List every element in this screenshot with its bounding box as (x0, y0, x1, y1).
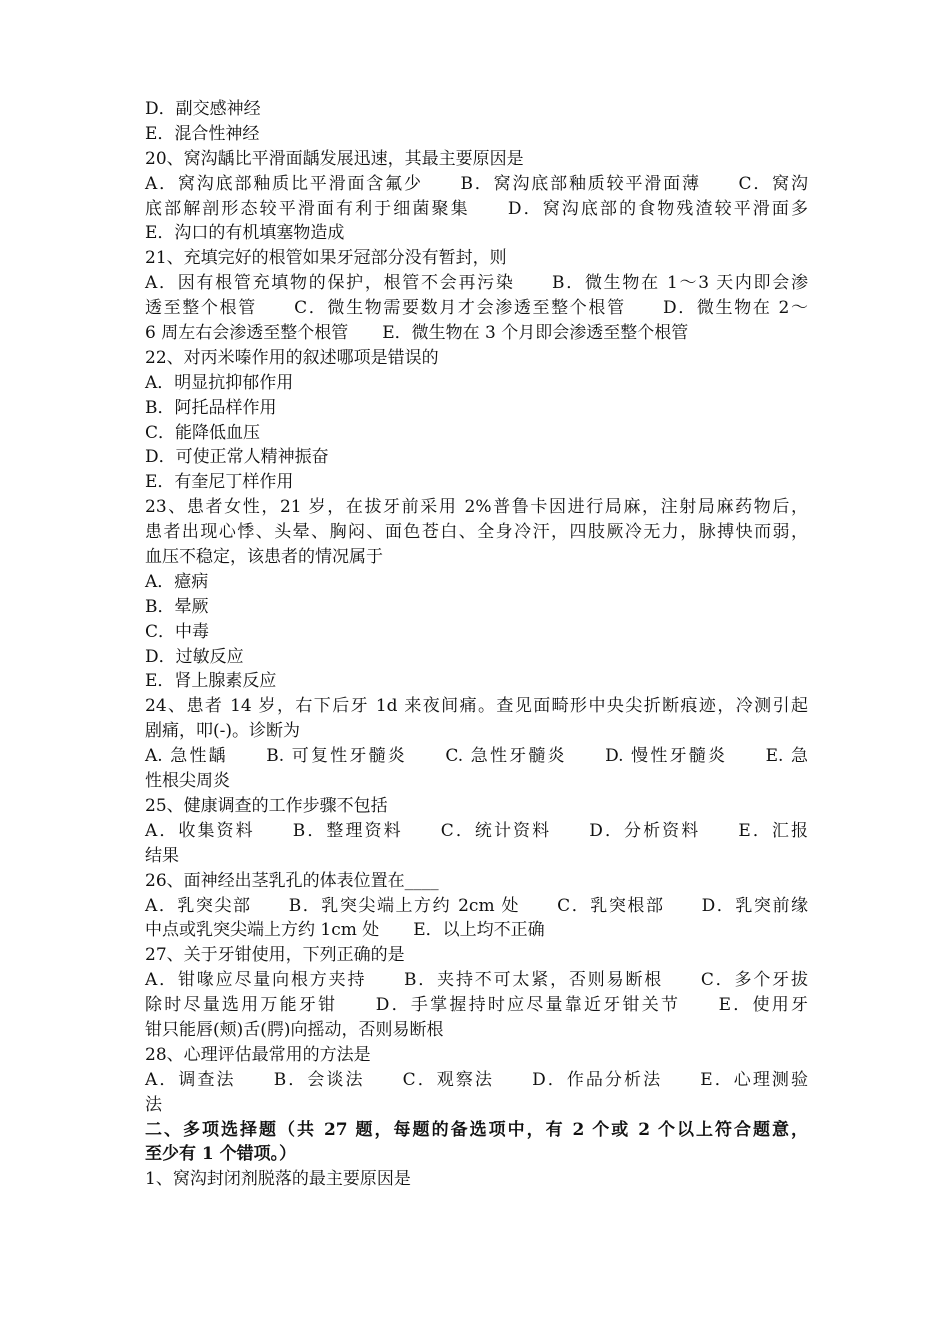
text-line: C．中毒 (145, 621, 210, 642)
text-line: 钳只能唇(颊)舌(腭)向摇动，否则易断根 (145, 1019, 444, 1040)
text-line: E．沟口的有机填塞物造成 (145, 223, 345, 244)
text-line: 底部解剖形态较平滑面有利于细菌聚集 D．窝沟底部的食物残渣较平滑面多 (145, 198, 808, 219)
text-line: E．肾上腺素反应 (145, 671, 277, 692)
question-25: 25、健康调查的工作步骤不包括 (145, 795, 388, 816)
text-line: A．明显抗抑郁作用 (145, 372, 294, 393)
text-line: A．窝沟底部釉质比平滑面含氟少 B．窝沟底部釉质较平滑面薄 C．窝沟 (145, 173, 808, 194)
text-line: C．能降低血压 (145, 422, 261, 443)
section-heading-cont: 至少有 1 个错项。） (145, 1144, 297, 1165)
question-28: 28、心理评估最常用的方法是 (145, 1044, 371, 1065)
text-line: 剧痛，叩(-)。诊断为 (145, 721, 301, 742)
text-line: 除时尽量选用万能牙钳 D．手掌握持时应尽量靠近牙钳关节 E．使用牙 (145, 995, 808, 1016)
text-line: A．收集资料 B．整理资料 C．统计资料 D．分析资料 E．汇报 (145, 820, 808, 841)
text-line: 性根尖周炎 (145, 771, 230, 792)
text-line: E．混合性神经 (145, 123, 260, 144)
question-26: 26、面神经出茎乳孔的体表位置在____ (145, 870, 439, 891)
text-line: A．钳喙应尽量向根方夹持 B．夹持不可太紧，否则易断根 C．多个牙拔 (145, 970, 808, 991)
text-line: 患者出现心悸、头晕、胸闷、面色苍白、全身冷汗，四肢厥冷无力，脉搏快而弱， (145, 522, 808, 543)
question-24: 24、患者 14 岁，右下后牙 1d 来夜间痛。查见面畸形中央尖折断痕迹，冷测引起 (145, 696, 808, 717)
text-line: 中点或乳突尖端上方约 1cm 处 E．以上均不正确 (145, 920, 545, 941)
text-line: D．可使正常人精神振奋 (145, 447, 329, 468)
text-line: 6 周左右会渗透至整个根管 E．微生物在 3 个月即会渗透至整个根管 (145, 323, 689, 344)
question-23: 23、患者女性，21 岁，在拔牙前采用 2%普鲁卡因进行局麻，注射局麻药物后， (145, 497, 808, 518)
question-22: 22、对丙米嗪作用的叙述哪项是错误的 (145, 347, 439, 368)
question-21: 21、充填完好的根管如果牙冠部分没有暂封，则 (145, 248, 507, 269)
text-line: E．有奎尼丁样作用 (145, 472, 294, 493)
question-27: 27、关于牙钳使用，下列正确的是 (145, 945, 405, 966)
text-line: A．因有根管充填物的保护，根管不会再污染 B．微生物在 1～3 天内即会渗 (145, 273, 808, 294)
text-line: 透至整个根管 C．微生物需要数月才会渗透至整个根管 D．微生物在 2～ (145, 298, 808, 319)
text-line: D．过敏反应 (145, 646, 244, 667)
text-line: B．晕厥 (145, 596, 209, 617)
text-line: 结果 (145, 845, 179, 866)
text-line: A．癔病 (145, 571, 209, 592)
text-line: 法 (145, 1094, 162, 1115)
text-line: A．乳突尖部 B．乳突尖端上方约 2cm 处 C．乳突根部 D．乳突前缘 (145, 895, 808, 916)
text-line: 血压不稳定，该患者的情况属于 (145, 547, 383, 568)
question-20: 20、窝沟龋比平滑面龋发展迅速，其最主要原因是 (145, 148, 524, 169)
question-m1: 1、窝沟封闭剂脱落的最主要原因是 (145, 1169, 411, 1190)
document-page (145, 97, 808, 1192)
text-line: D．副交感神经 (145, 99, 261, 119)
text-line: B．阿托品样作用 (145, 397, 277, 418)
section-heading: 二、多项选择题（共 27 题，每题的备选项中，有 2 个或 2 个以上符合题意， (145, 1119, 808, 1140)
text-line: A. 急性龋 B. 可复性牙髓炎 C. 急性牙髓炎 D. 慢性牙髓炎 E. 急 (145, 746, 808, 767)
text-line: A．调查法 B．会谈法 C．观察法 D．作品分析法 E．心理测验 (145, 1069, 808, 1090)
